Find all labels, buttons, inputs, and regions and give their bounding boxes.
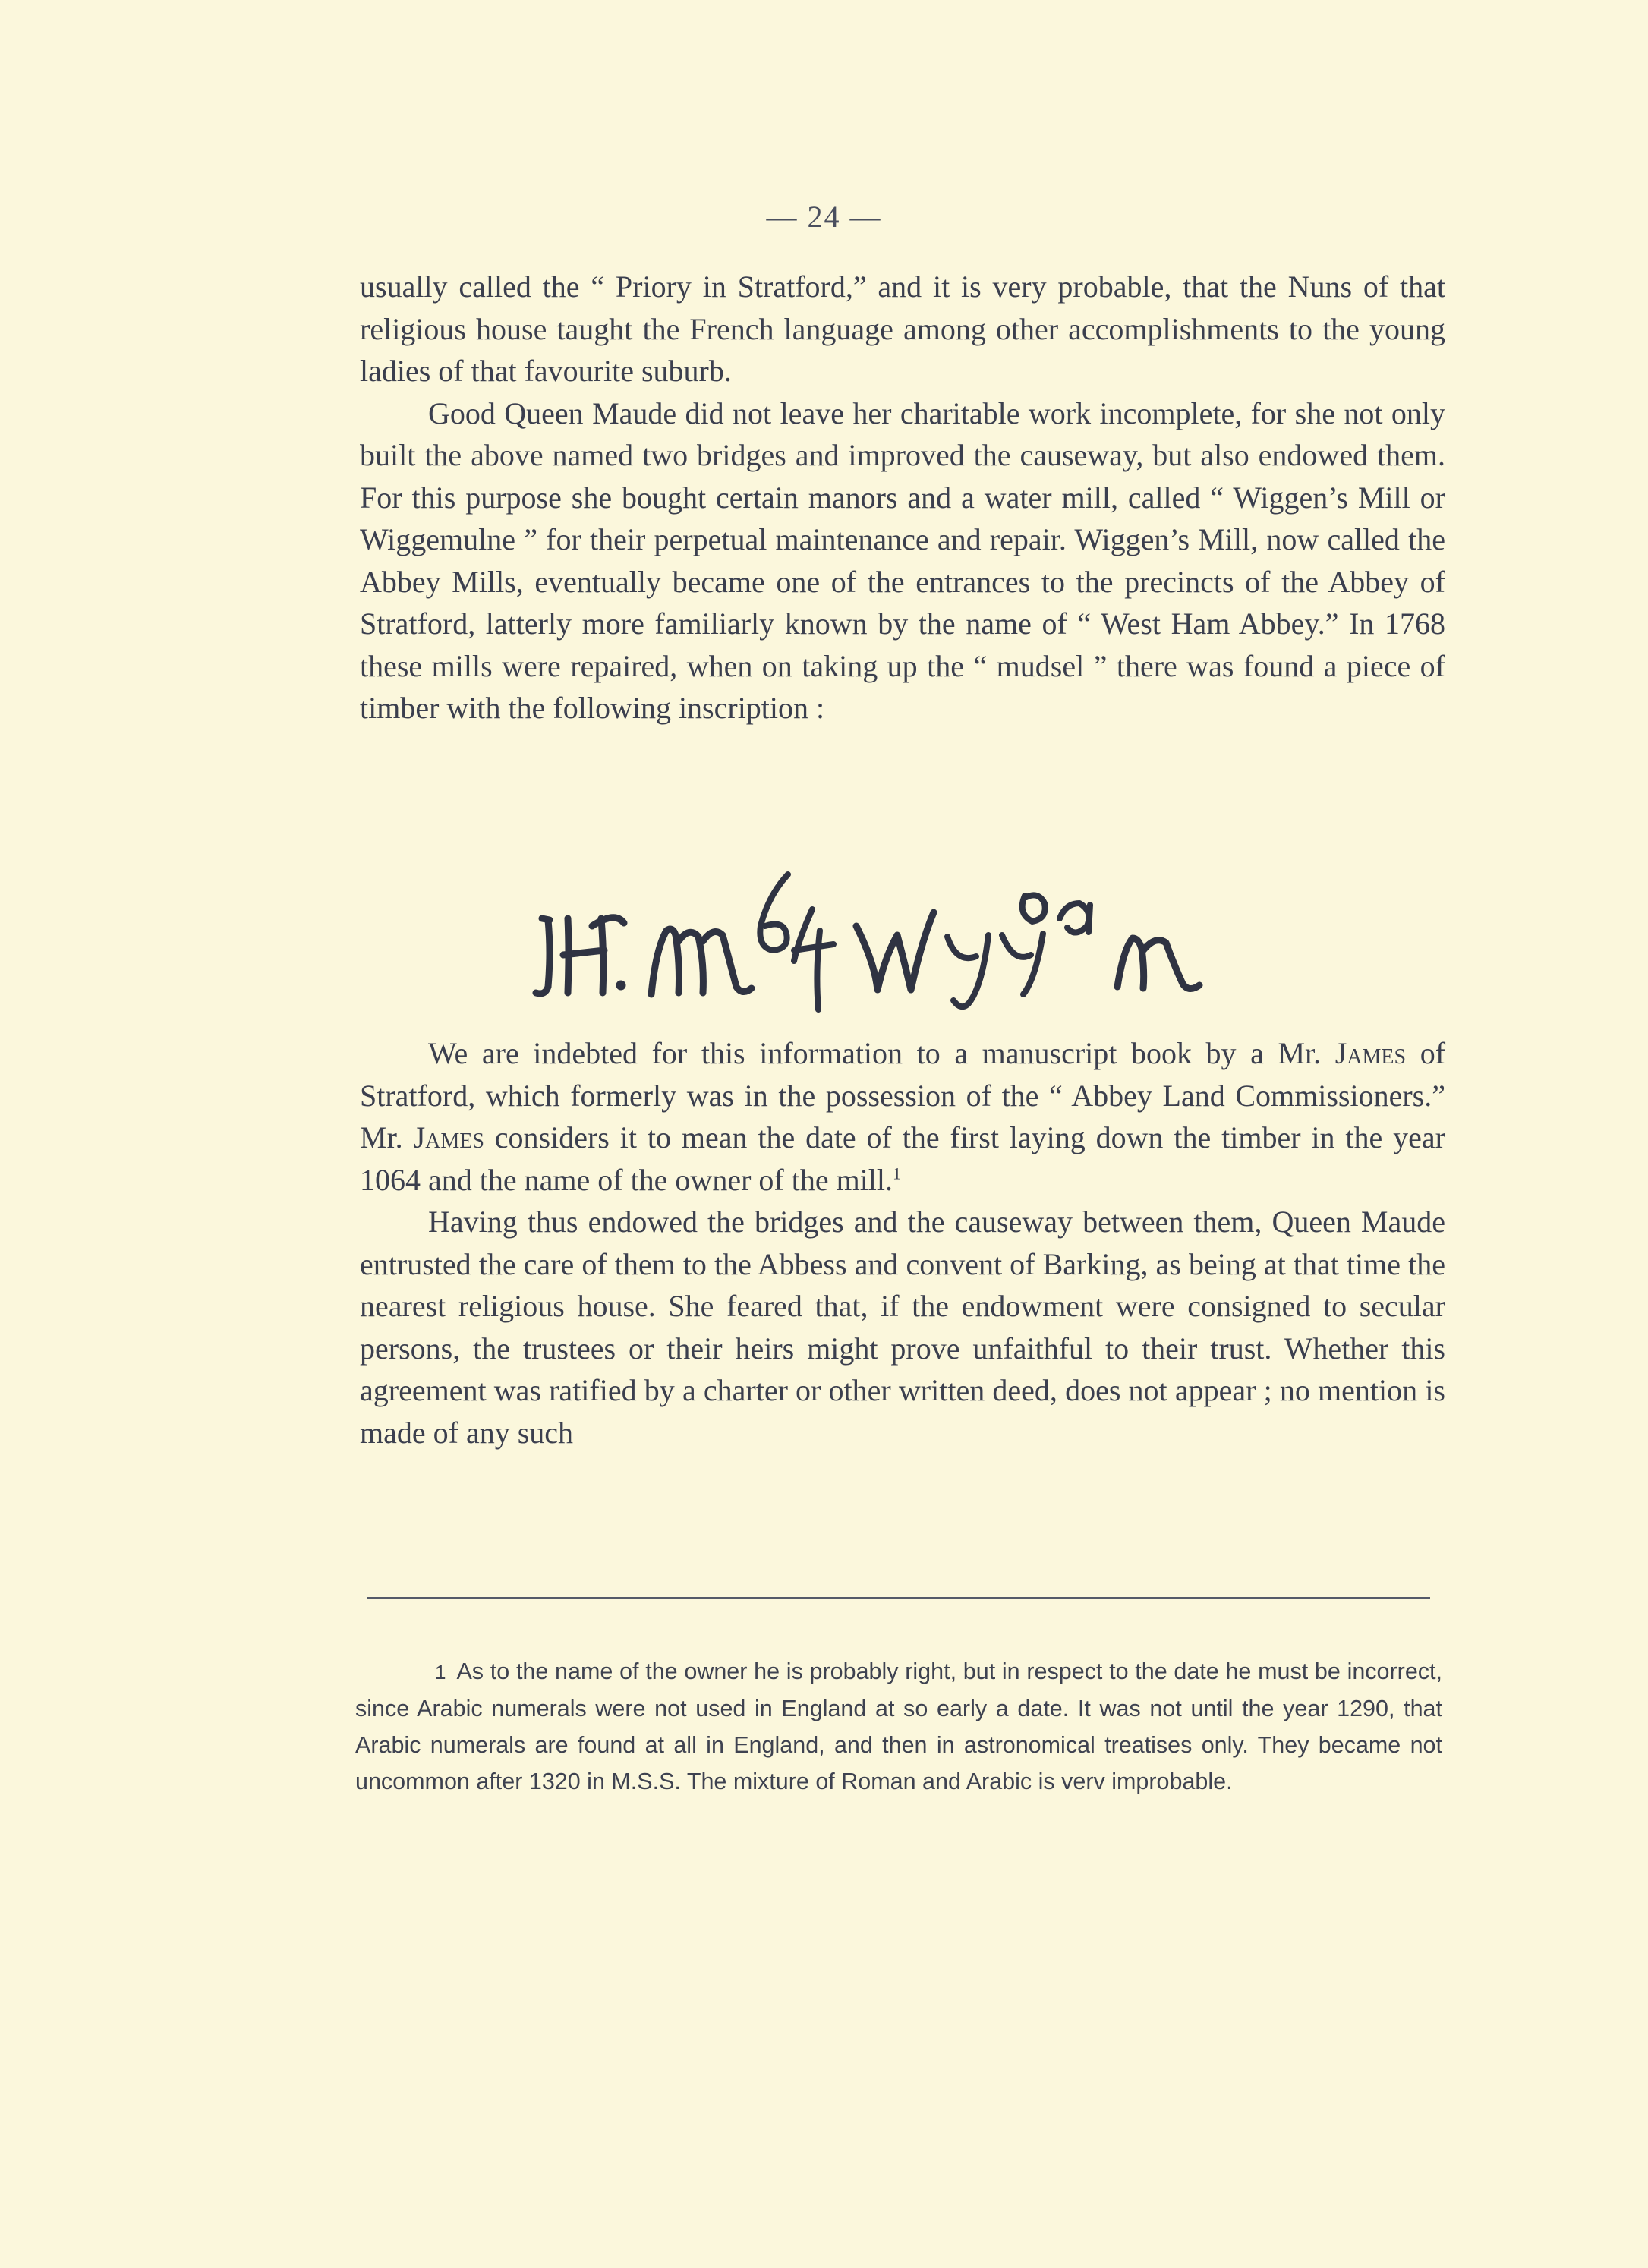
paragraph-text: considers it to mean the date of the first laying down the timber in the year 1064 and the name of the owner of the mill. (360, 1120, 1445, 1197)
paragraph-text: We are indebted for this information to a manuscript book by a Mr. (428, 1036, 1322, 1070)
paragraph-continuation: usually called the “ Priory in Stratford,” and it is very probable, that the Nuns of that religious house taught the French language among other accomplishments to the young ladies of that favourite suburb. (360, 269, 1445, 388)
person-name: James (413, 1120, 484, 1154)
page-number: — 24 — (766, 200, 882, 234)
footnote-reference: 1 (893, 1164, 902, 1183)
main-text-top (360, 266, 1445, 729)
paragraph-abbess-of-barking: Having thus endowed the bridges and the causeway between them, Queen Maude entrusted the care of them to the Abbess and convent of Barking, as being at that time the nearest religious house. She feared that, if the endowment were consigned to secular persons, the trustees or their heirs might prove unfaithful to their trust. Whether this agreement was ratified by a charter or other written deed, does not appear ; no mention is made of any such (360, 1205, 1445, 1450)
person-name: James (1334, 1036, 1407, 1070)
paragraph-text: of Stratford, which formerly was in the possession of the “ Abbey Land Commissioners.” Mr. (360, 1036, 1446, 1154)
footnote-text: As to the name of the owner he is probably right, but in respect to the date he must be incorrect, since Arabic numerals were not used in England at so early a date. It was not until the year 1290, that Arabic numerals are found at all in England, and then in astronomical treatises only. They became not uncommon after 1320 in M.S.S. The mixture of Roman and Arabic is verv improbable. (355, 1658, 1442, 1794)
main-text-bottom (360, 1032, 1445, 1454)
paragraph-queen-maude-endowment: Good Queen Maude did not leave her charitable work incomplete, for she not only built the above named two bridges and improved the causeway, but also endowed them. For this purpose she bought certain manors and a water mill, called “ Wiggen’s Mill or Wiggemulne ” for their perpetual maintenance and repair. Wiggen’s Mill, now called the Abbey Mills, eventually became one of the entrances to the precincts of the Abbey of Stratford, latterly more familiarly known by the name of “ West Ham Abbey.” In 1768 these mills were repaired, when on taking up the “ mudsel ” there was found a piece of timber with the following inscription : (360, 395, 1445, 725)
footnote-separator (367, 1597, 1430, 1599)
footnote-marker: 1 (435, 1661, 446, 1684)
paragraph-manuscript-source (360, 1032, 1445, 1201)
footnote (355, 1653, 1442, 1800)
inscription-figure (531, 865, 1260, 1017)
